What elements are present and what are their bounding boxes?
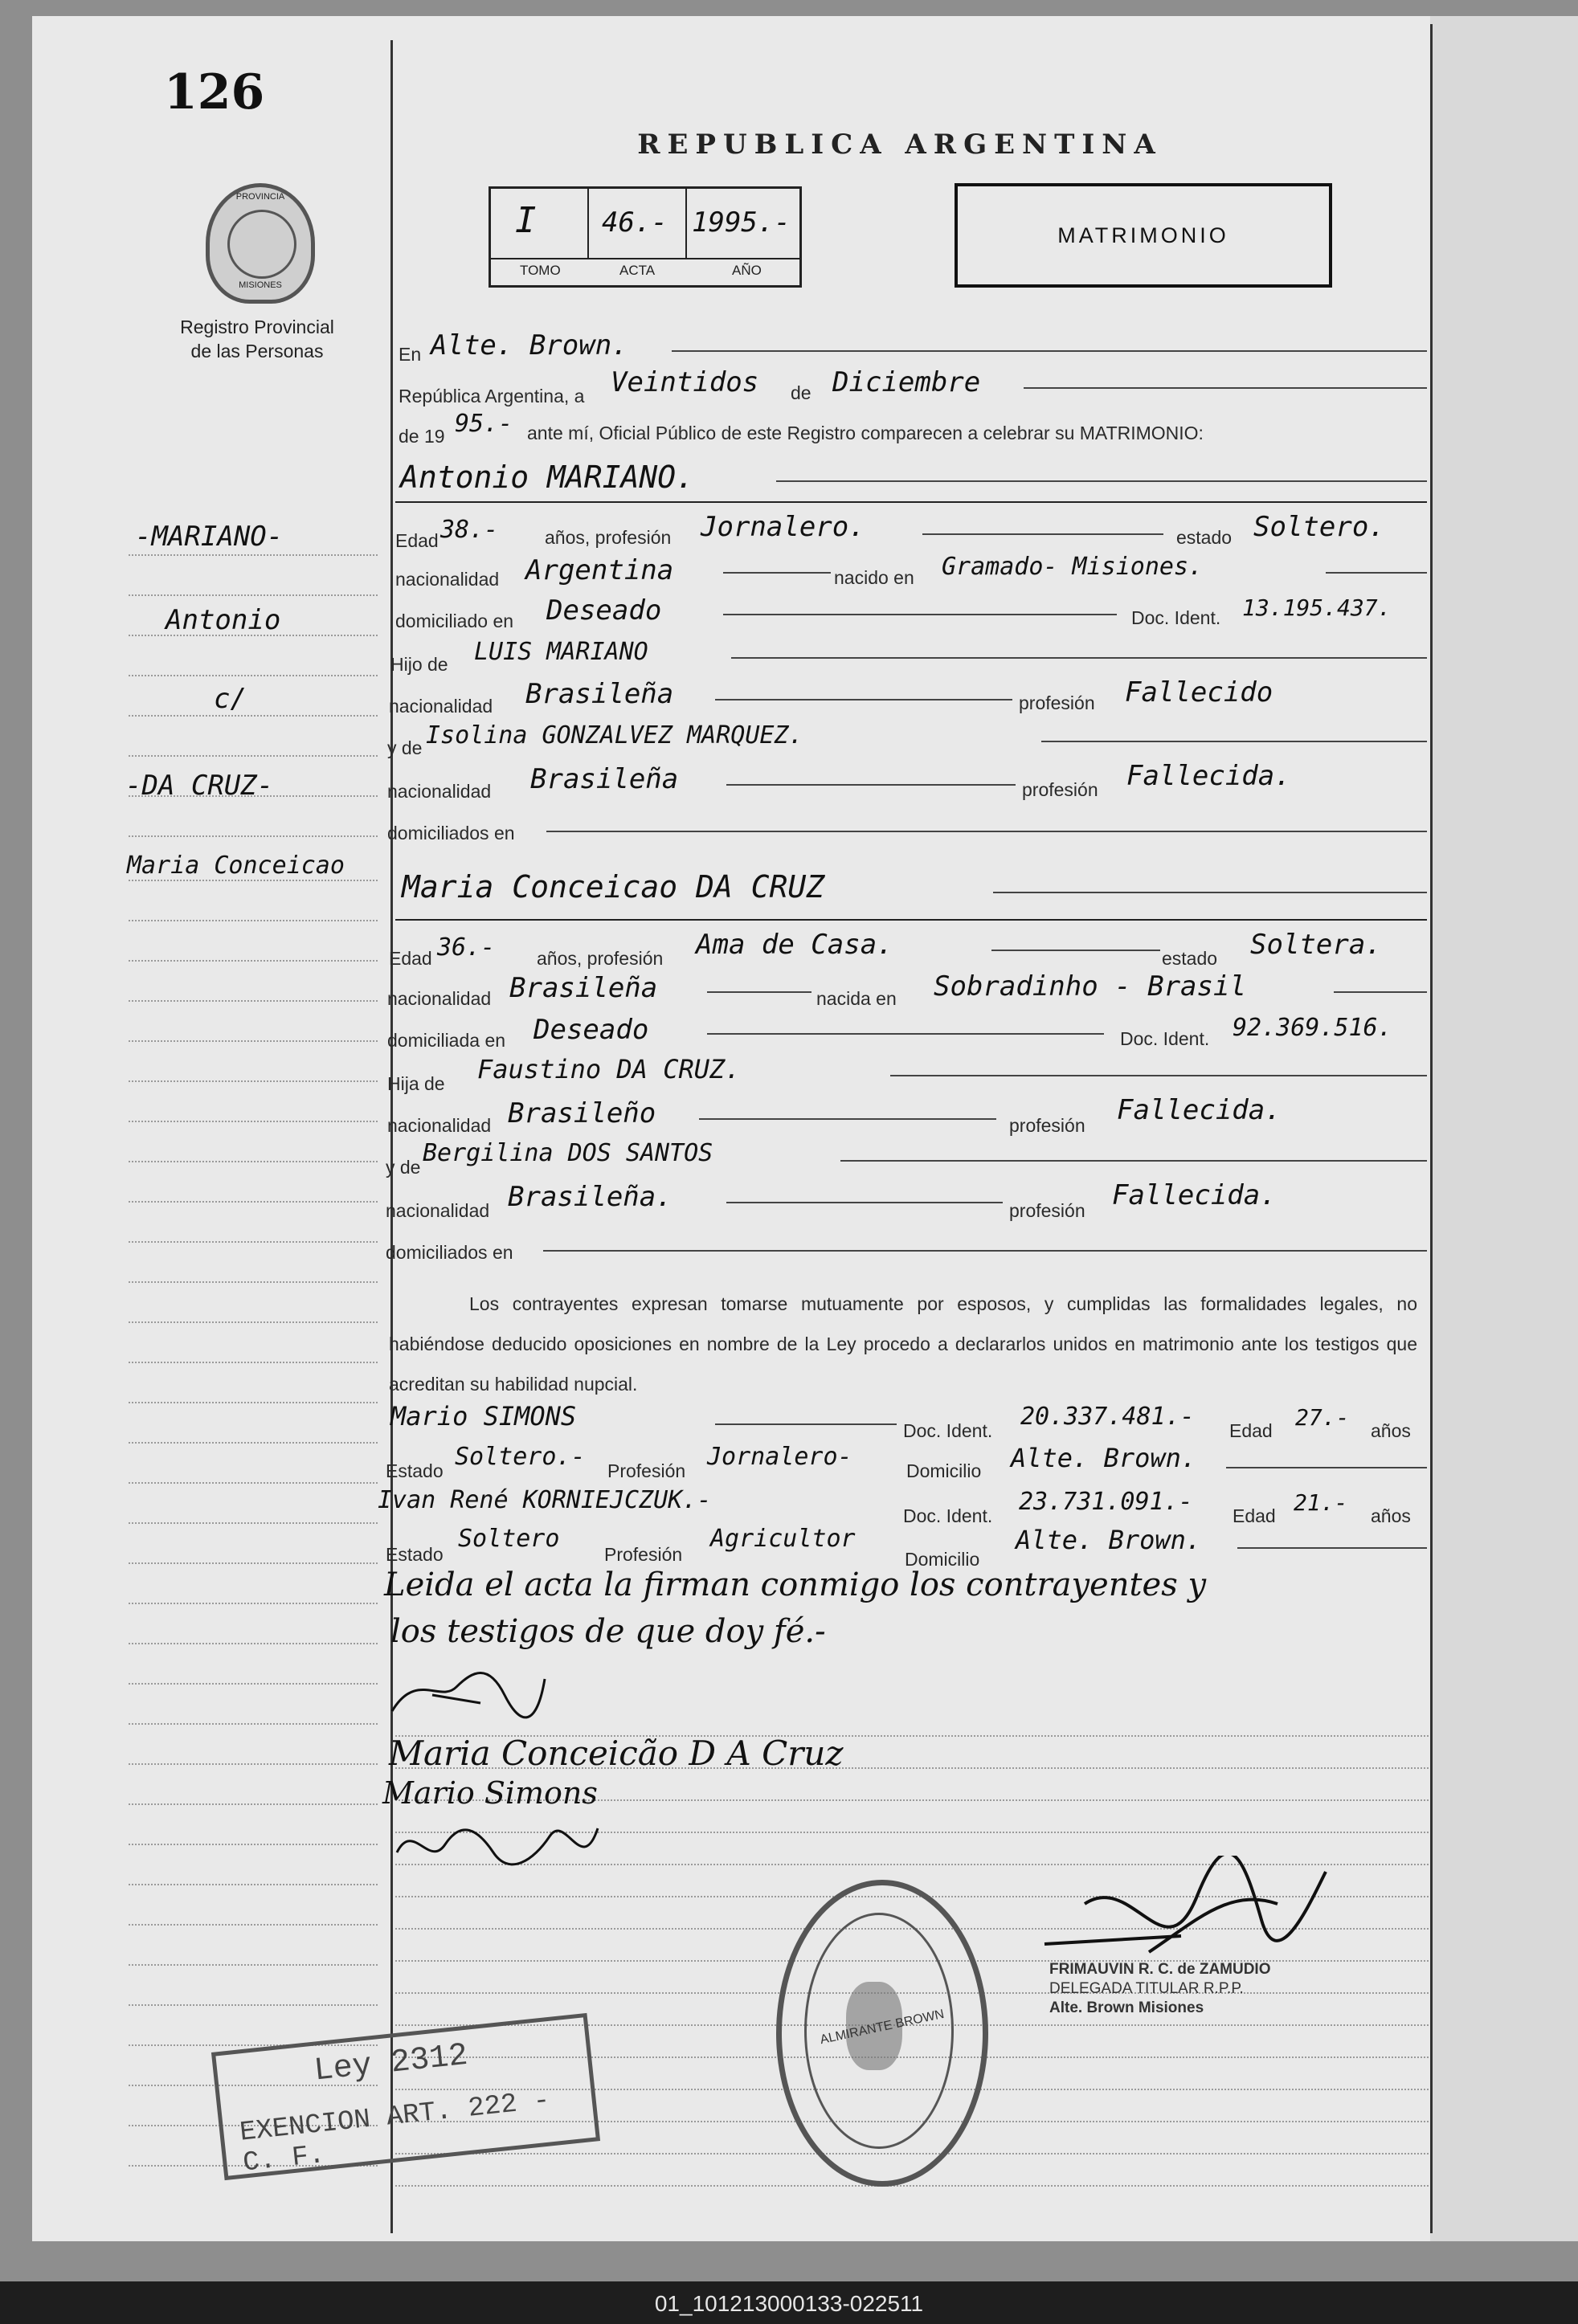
bride-doc-label: Doc. Ident. (1120, 1028, 1210, 1049)
bride-profesion-label: años, profesión (537, 948, 664, 969)
bride-mother: Bergilina DOS SANTOS (423, 1139, 713, 1167)
witness-2-anos-label: años (1371, 1505, 1411, 1526)
bride-father-prof: Fallecida. (1117, 1094, 1282, 1126)
witness-1-domicilio: Alte. Brown. (1011, 1443, 1197, 1473)
registry-round-stamp-icon (776, 1880, 988, 2187)
groom-father-line (731, 657, 1427, 659)
delegate-name: FRIMAUVIN R. C. de ZAMUDIO (1049, 1961, 1271, 1978)
witness-2-domicilio: Alte. Brown. (1016, 1525, 1202, 1555)
groom-profesion-label: años, profesión (545, 527, 672, 548)
groom-parents-dom-label: domiciliados en (387, 823, 515, 843)
groom-estado: Soltero. (1253, 511, 1385, 543)
witness-2-dom-line (1237, 1547, 1427, 1549)
year-value: 95.- (455, 410, 513, 438)
groom-mother-prof-label: profesión (1022, 779, 1098, 800)
signature-bride: Maria Conceicão D A Cruz (389, 1734, 844, 1773)
groom-doc: 13.195.437. (1242, 594, 1392, 621)
place-value: Alte. Brown. (431, 329, 628, 361)
groom-edad-label: Edad (395, 530, 439, 551)
bride-name-line (993, 892, 1427, 893)
year-label: de 19 (399, 426, 445, 447)
groom-dom-line (723, 614, 1117, 615)
bride-nacionalidad: Brasileña (509, 972, 658, 1004)
next-page-edge (1430, 16, 1578, 2241)
bride-father: Faustino DA CRUZ. (477, 1054, 741, 1084)
witness-1-prof-label: Profesión (607, 1460, 686, 1481)
witness-1-name: Mario SIMONS (390, 1401, 577, 1432)
witness-1-anos-label: años (1371, 1420, 1411, 1441)
bride-profesion: Ama de Casa. (696, 929, 893, 961)
witness-2-name: Ivan René KORNIEJCZUK.- (378, 1486, 712, 1514)
tomo-value: I (515, 200, 537, 241)
witness-1-line (715, 1423, 897, 1425)
tomo-label: TOMO (520, 263, 561, 278)
seal-top-text: PROVINCIA (235, 192, 285, 202)
day-value: Veintidos (611, 366, 759, 398)
witness-2-prof-label: Profesión (604, 1544, 683, 1565)
margin-surname-2: -DA CRUZ- (125, 770, 274, 802)
groom-father-nac-line (715, 699, 1012, 700)
witness-1-doc: 20.337.481.- (1020, 1403, 1195, 1431)
groom-mother-line (1041, 741, 1427, 742)
groom-mother-label: y de (387, 737, 423, 758)
groom-nacido-line (1326, 572, 1427, 574)
bride-domicilio: Deseado (533, 1014, 649, 1046)
delegate-stamp (1049, 1960, 1339, 2018)
bride-mother-nac-label: nacionalidad (386, 1200, 490, 1221)
witness-1-edad: 27.- (1295, 1404, 1350, 1431)
groom-full-name: Antonio MARIANO. (400, 459, 695, 495)
margin-name-1: Antonio (166, 604, 281, 636)
witness-1-edad-label: Edad (1229, 1420, 1273, 1441)
ano-label: AÑO (732, 263, 762, 278)
page-number: 126 (164, 64, 265, 120)
witness-2-edad-label: Edad (1233, 1505, 1276, 1526)
groom-mother: Isolina GONZALVEZ MARQUEZ. (426, 721, 803, 749)
republica-label: República Argentina, a (399, 386, 585, 406)
bride-father-nac-line (699, 1118, 996, 1120)
delegate-role: DELEGADA TITULAR R.P.P. (1049, 1980, 1244, 1997)
groom-domicilio: Deseado (546, 594, 662, 627)
bride-mother-prof-label: profesión (1009, 1200, 1085, 1221)
witness-2-doc: 23.731.091.- (1019, 1488, 1193, 1516)
groom-name-underline (395, 501, 1427, 503)
groom-nacionalidad: Argentina (525, 554, 674, 586)
bride-edad: 36.- (437, 933, 496, 962)
bride-father-nac: Brasileño (508, 1097, 656, 1129)
bride-nacida-label: nacida en (816, 988, 897, 1009)
groom-nac-line (723, 572, 831, 574)
witness-2-estado-label: Estado (386, 1544, 444, 1565)
bride-edad-label: Edad (389, 948, 432, 969)
groom-name-line (776, 480, 1427, 482)
bride-estado-label: estado (1162, 948, 1218, 969)
closing-line-2: los testigos de que doy fé.- (390, 1613, 826, 1650)
intro-statement: ante mí, Oficial Público de este Registro comparecen a celebrar su MATRIMONIO: (527, 423, 1204, 443)
province-seal-icon (206, 183, 315, 304)
groom-father: LUIS MARIANO (474, 638, 648, 666)
bride-nacionalidad-label: nacionalidad (387, 988, 492, 1009)
intro-line-1 (672, 350, 1427, 352)
round-stamp-text: ALMIRANTE BROWN (819, 2007, 946, 2048)
bride-mother-nac-line (726, 1202, 1003, 1203)
groom-mother-nac-line (726, 784, 1016, 786)
bride-doc: 92.369.516. (1233, 1014, 1392, 1042)
witness-1-dom-label: Domicilio (906, 1460, 982, 1481)
intro-line-2 (1024, 387, 1427, 389)
witness-1-prof: Jornalero- (707, 1443, 852, 1471)
bride-mother-label: y de (386, 1157, 421, 1178)
margin-connector: c/ (214, 683, 247, 715)
groom-father-prof: Fallecido (1125, 676, 1273, 709)
bride-father-line (890, 1075, 1427, 1076)
witness-2-prof: Agricultor (710, 1525, 856, 1553)
bride-nac-line (707, 991, 811, 993)
ley-stamp-line-1: Ley 2312 (312, 2037, 470, 2090)
day-de-label: de (791, 382, 811, 403)
registry-label: Registro Provincial de las Personas (180, 317, 334, 361)
bride-father-prof-label: profesión (1009, 1115, 1085, 1136)
groom-edad: 38.- (440, 516, 499, 544)
bride-nacida: Sobradinho - Brasil (934, 970, 1246, 1003)
month-value: Diciembre (832, 366, 981, 398)
delegate-place: Alte. Brown Misiones (1049, 1999, 1204, 2016)
closing-line-1: Leida el acta la firman conmigo los contrayentes y (384, 1566, 1207, 1603)
bride-parents-dom-line (543, 1250, 1427, 1252)
bride-father-label: Hija de (387, 1073, 445, 1094)
bride-dom-line (707, 1033, 1104, 1035)
margin-name-2: Maria Conceicao (127, 852, 345, 880)
bride-domicilio-label: domiciliada en (387, 1030, 506, 1051)
groom-nacionalidad-label: nacionalidad (395, 569, 500, 590)
acta-value: 46.- (602, 206, 668, 239)
groom-mother-nac: Brasileña (530, 763, 679, 795)
signature-witness-2-icon (389, 1812, 614, 1885)
bride-mother-line (840, 1160, 1427, 1162)
bride-profesion-line (991, 950, 1160, 951)
signature-witness-1: Mario Simons (382, 1775, 598, 1811)
groom-nacido-label: nacido en (834, 567, 914, 588)
bride-mother-nac: Brasileña. (508, 1181, 672, 1213)
bride-full-name: Maria Conceicao DA CRUZ (402, 869, 825, 905)
declaration-paragraph: Los contrayentes expresan tomarse mutuamente por esposos, y cumplidas las formalidades legales, no habiéndose deducido oposiciones en nombre de la Ley procedo a declararlos unidos en matrimonio ante los testigos que acreditan su habilidad nupcial. (389, 1293, 1417, 1395)
groom-domicilio-label: domiciliado en (395, 611, 514, 631)
witness-2-dom-label: Domicilio (905, 1549, 980, 1570)
groom-nacido: Gramado- Misiones. (942, 553, 1204, 581)
seal-bottom-text: MISIONES (239, 280, 282, 290)
en-label: En (399, 344, 422, 365)
tomo-acta-ano-box (489, 186, 802, 288)
bride-father-nac-label: nacionalidad (387, 1115, 492, 1136)
bride-parents-dom-label: domiciliados en (386, 1242, 513, 1263)
groom-doc-label: Doc. Ident. (1131, 607, 1221, 628)
groom-father-label: Hijo de (390, 654, 448, 675)
margin-divider-line (390, 40, 393, 2233)
bride-name-underline (395, 919, 1427, 921)
groom-mother-prof: Fallecida. (1126, 760, 1291, 792)
groom-father-nac: Brasileña (525, 678, 674, 710)
groom-profesion-line (922, 533, 1163, 535)
witness-1-estado-label: Estado (386, 1460, 444, 1481)
country-heading: REPUBLICA ARGENTINA (637, 129, 1163, 161)
act-type-box: MATRIMONIO (955, 183, 1332, 288)
groom-father-nac-label: nacionalidad (389, 696, 493, 717)
groom-father-prof-label: profesión (1019, 692, 1095, 713)
witness-1-doc-label: Doc. Ident. (903, 1420, 993, 1441)
bride-mother-prof: Fallecida. (1112, 1179, 1277, 1211)
witness-2-edad: 21.- (1294, 1489, 1348, 1516)
margin-surname-1: -MARIANO- (135, 521, 284, 553)
right-border-line (1430, 24, 1433, 2233)
witness-1-dom-line (1226, 1467, 1427, 1468)
witness-1-estado: Soltero.- (455, 1443, 586, 1471)
ley-stamp-line-2: EXENCION ART. 222 - C. F. (238, 2085, 552, 2179)
groom-profesion: Jornalero. (701, 511, 865, 543)
witness-2-estado: Soltero (458, 1525, 560, 1553)
groom-mother-nac-label: nacionalidad (387, 781, 492, 802)
ano-value: 1995.- (692, 206, 791, 239)
witness-2-doc-label: Doc. Ident. (903, 1505, 993, 1526)
groom-estado-label: estado (1176, 527, 1233, 548)
footer-id: 01_101213000133-022511 (654, 2291, 924, 2316)
bride-nacida-line (1334, 991, 1427, 993)
signature-groom-icon (384, 1655, 561, 1735)
groom-parents-dom-line (546, 831, 1427, 832)
bride-estado: Soltera. (1250, 929, 1382, 961)
acta-label: ACTA (619, 263, 656, 278)
